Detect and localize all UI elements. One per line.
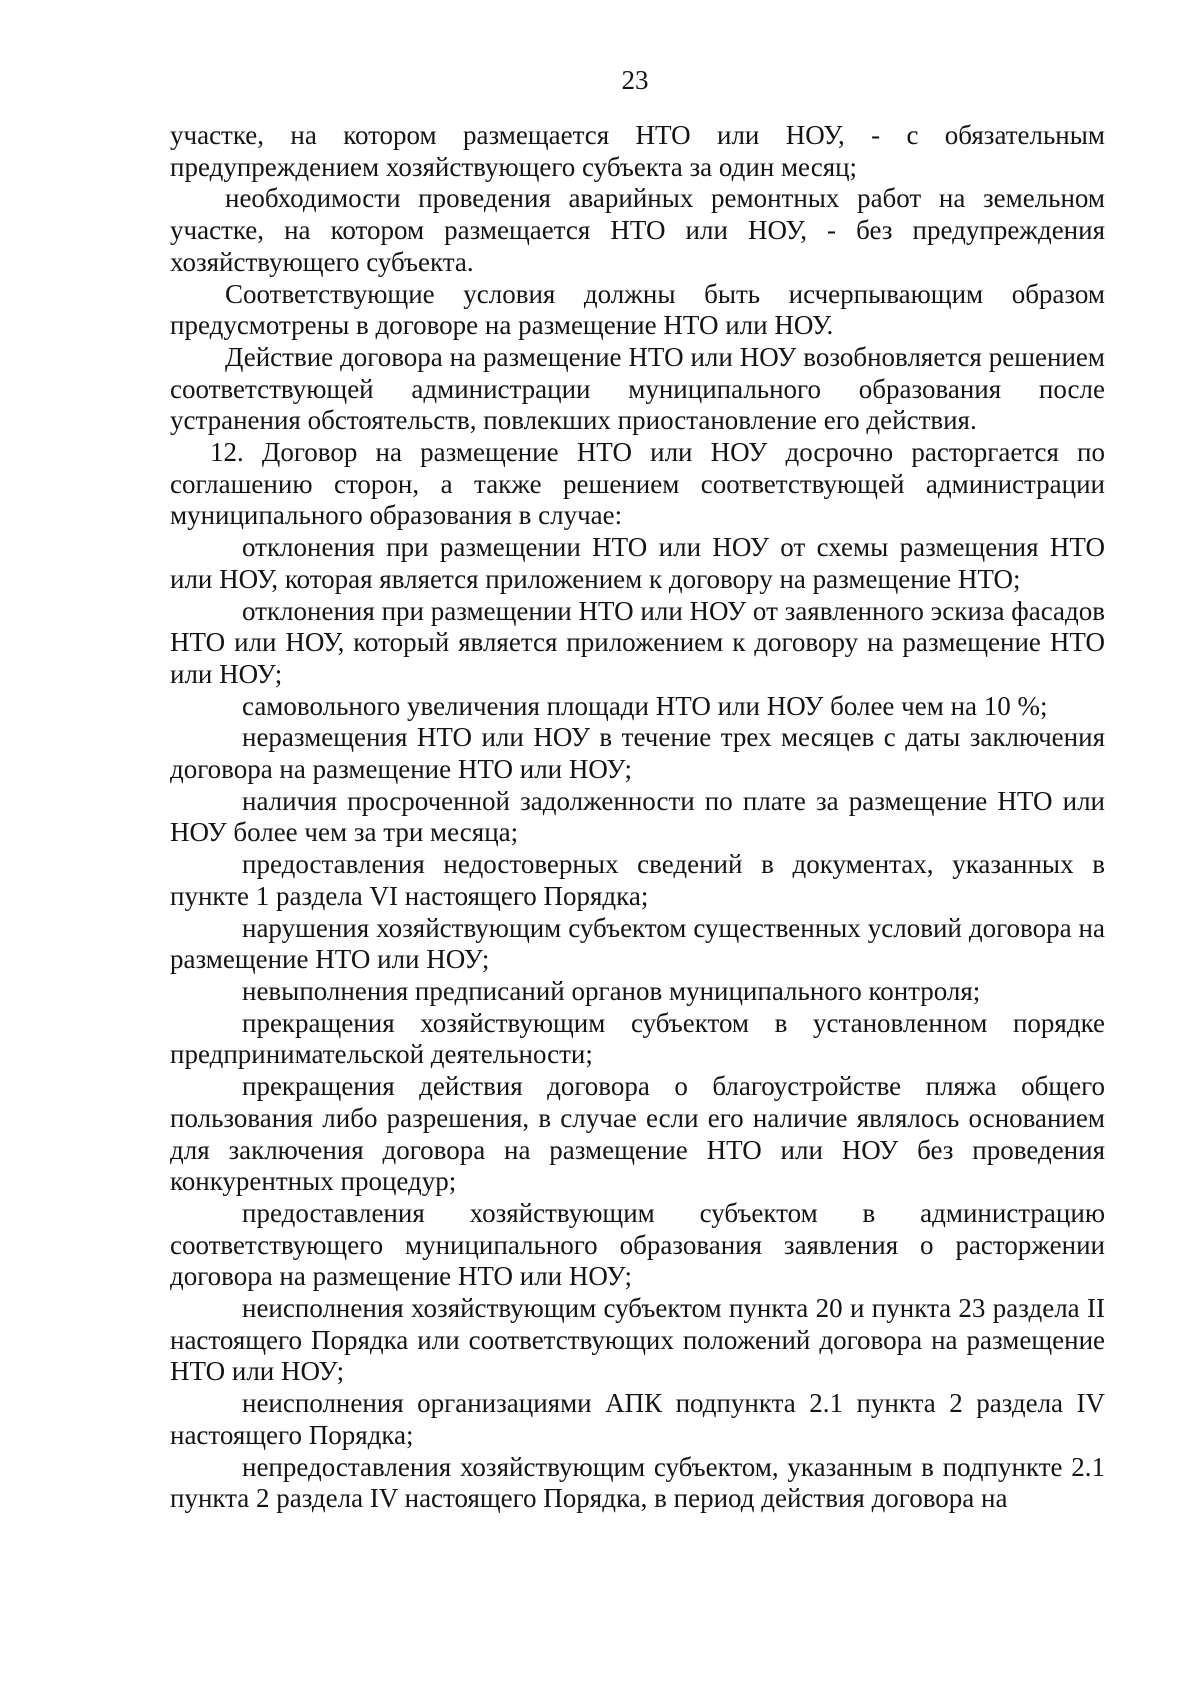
paragraph: самовольного увеличения площади НТО или НОУ более чем на 10 %;	[242, 690, 1048, 721]
paragraph: прекращения действия договора о благоустройстве пляжа общего пользования либо разрешения, в случае если его наличие являлось основанием для заключения договора на размещение НТО или НОУ без проведения конкурентных процедур;	[170, 1071, 1105, 1197]
paragraph: неисполнения хозяйствующим субъектом пункта 20 и пункта 23 раздела II настоящего Порядка или соответствующих положений договора на размещение НТО или НОУ;	[170, 1293, 1105, 1387]
paragraph: наличия просроченной задолженности по плате за размещение НТО или НОУ более чем за три месяца;	[170, 785, 1105, 848]
paragraph: необходимости проведения аварийных ремонтных работ на земельном участке, на котором размещается НТО или НОУ, - без предупреждения хозяйствующего субъекта.	[170, 183, 1105, 277]
paragraph: неисполнения организациями АПК подпункта 2.1 пункта 2 раздела IV настоящего Порядка;	[170, 1388, 1105, 1450]
paragraph: предоставления хозяйствующим субъектом в администрацию соответствующего муниципального образования заявления о расторжении договора на размещение НТО или НОУ;	[170, 1197, 1105, 1292]
paragraph: Соответствующие условия должны быть исчерпывающим образом предусмотрены в договоре на размещение НТО или НОУ.	[170, 278, 1105, 341]
paragraph: непредоставления хозяйствующим субъектом, указанным в подпункте 2.1 пункта 2 раздела IV настоящего Порядка, в период действия договора на	[170, 1451, 1105, 1514]
paragraph: участке, на котором размещается НТО или НОУ, - с обязательным предупреждением хозяйствующего субъекта за один месяц;	[170, 120, 1105, 182]
paragraph: 12. Договор на размещение НТО или НОУ досрочно расторгается по соглашению сторон, а также решением соответствующей администрации муниципального образования в случае:	[170, 437, 1105, 531]
paragraph: нарушения хозяйствующим субъектом существенных условий договора на размещение НТО или НОУ;	[170, 912, 1105, 975]
paragraph: предоставления недостоверных сведений в документах, указанных в пункте 1 раздела VI настоящего Порядка;	[170, 849, 1105, 911]
paragraph: отклонения при размещении НТО или НОУ от схемы размещения НТО или НОУ, которая является приложением к договору на размещение НТО;	[170, 532, 1105, 594]
paragraph: отклонения при размещении НТО или НОУ от заявленного эскиза фасадов НТО или НОУ, который является приложением к договору на размещение НТО или НОУ;	[170, 595, 1105, 689]
document-body	[170, 120, 1105, 1515]
paragraph: Действие договора на размещение НТО или НОУ возобновляется решением соответствующей администрации муниципального образования после устранения обстоятельств, повлекших приостановление его действия.	[170, 341, 1105, 436]
paragraph: прекращения хозяйствующим субъектом в установленном порядке предпринимательской деятельности;	[170, 1007, 1105, 1070]
page-number: 23	[621, 65, 649, 95]
paragraph: невыполнения предписаний органов муниципального контроля;	[242, 975, 981, 1006]
paragraph: неразмещения НТО или НОУ в течение трех месяцев с даты заключения договора на размещение НТО или НОУ;	[170, 722, 1105, 785]
